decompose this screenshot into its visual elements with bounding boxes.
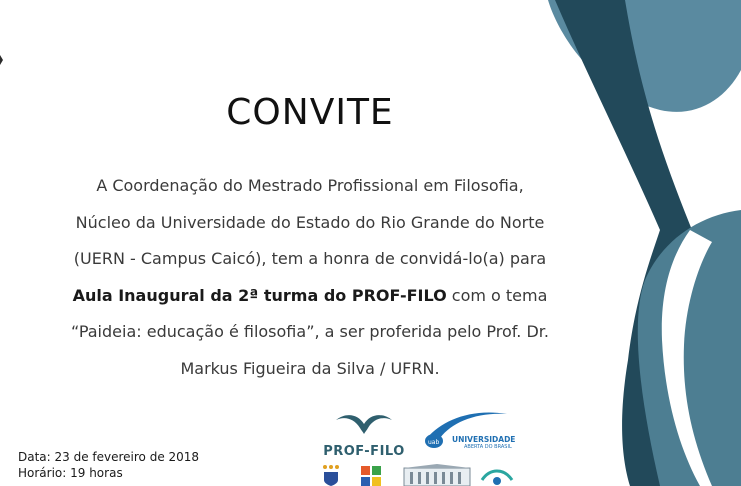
svg-text:uab: uab xyxy=(428,439,440,446)
event-info xyxy=(18,449,199,481)
uab-line-2: ABERTA DO BRASIL xyxy=(464,444,512,450)
body-line-1: A Coordenação do Mestrado Profissional em Filosofia, xyxy=(96,176,524,195)
body-line-4-rest: com o tema xyxy=(446,285,548,305)
partner-logos-row xyxy=(320,464,550,486)
body-line-3: (UERN - Campus Caicó), tem a honra de convidá-lo(a) para xyxy=(73,249,547,268)
body-line-2: Núcleo da Universidade do Estado do Rio Grande do Norte xyxy=(75,212,545,232)
proffilo-wordmark: PROF-FILO xyxy=(323,444,405,459)
building-facade-icon xyxy=(402,464,472,486)
proffilo-logo xyxy=(318,412,410,459)
left-edge-mark xyxy=(0,55,3,65)
uab-swoosh-icon xyxy=(422,408,522,458)
event-name: Aula Inaugural da 2ª turma do PROF-FILO xyxy=(72,285,447,305)
body-line-4 xyxy=(20,278,600,315)
uab-logo xyxy=(422,408,522,458)
invitation-title: CONVITE xyxy=(226,92,394,133)
event-time: Horário: 19 horas xyxy=(18,466,123,480)
owl-eyes-icon xyxy=(318,412,410,438)
body-line-5: “Paideia: educação é filosofia”, a ser proferida pelo Prof. Dr. xyxy=(71,322,549,341)
green-eye-logo-icon xyxy=(480,464,514,486)
body-line-6: Markus Figueira da Silva / UFRN. xyxy=(180,358,440,378)
colored-blocks-logo-icon xyxy=(360,464,382,486)
uab-line-1: UNIVERSIDADE xyxy=(452,435,516,444)
event-date: Data: 23 de fevereiro de 2018 xyxy=(18,450,200,464)
university-crest-icon xyxy=(320,464,342,486)
invitation-body xyxy=(20,168,600,387)
